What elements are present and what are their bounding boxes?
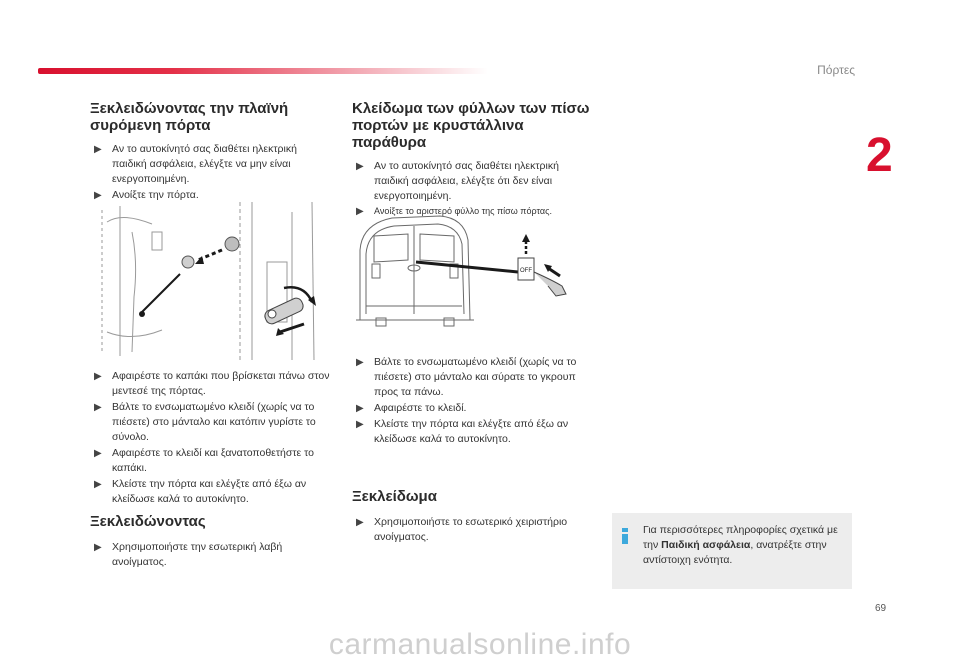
list-item xyxy=(352,515,592,545)
bullet-icon: ▶ xyxy=(94,371,102,382)
left-section-sliding-door xyxy=(90,100,330,204)
list-item xyxy=(352,159,592,204)
right-steps-list xyxy=(352,355,592,447)
bullet-icon: ▶ xyxy=(94,144,102,155)
step-text: Κλείστε την πόρτα και ελέγξτε από έξω αν κλείδωσε καλά το αυτοκίνητο. xyxy=(374,418,569,445)
left-intro-steps xyxy=(90,142,330,203)
locking-title: Ξεκλείδωμα xyxy=(352,488,437,505)
step-text: Αφαιρέστε το κλειδί και ξανατοποθετήστε το καπάκι. xyxy=(112,447,314,474)
list-item xyxy=(90,477,330,507)
list-item xyxy=(352,417,592,447)
step-text: Βάλτε το ενσωματωμένο κλειδί (χωρίς να το πιέσετε) στο μάνταλο και σύρατε το γκρουπ προς τα πάνω. xyxy=(374,356,577,398)
right-section-title: Κλείδωμα των φύλλων των πίσω πορτών με κρυστάλλινα παράθυρα xyxy=(352,100,590,151)
right-section-rear-doors xyxy=(352,100,592,219)
step-text: Αν το αυτοκίνητό σας διαθέτει ηλεκτρική παιδική ασφάλεια, ελέγξτε να μην είναι ενεργοποιημένη. xyxy=(112,143,297,185)
info-icon xyxy=(622,528,628,544)
unlocking-steps xyxy=(90,540,330,570)
list-item xyxy=(90,369,330,399)
list-item xyxy=(352,355,592,400)
list-item xyxy=(90,446,330,476)
header-accent-bar xyxy=(38,68,488,74)
off-label: OFF xyxy=(520,268,532,274)
left-steps-list xyxy=(90,369,330,507)
bullet-icon: ▶ xyxy=(94,402,102,413)
step-text: Χρησιμοποιήστε την εσωτερική λαβή ανοίγματος. xyxy=(112,541,283,568)
bullet-icon: ▶ xyxy=(356,161,364,172)
info-text xyxy=(643,523,849,568)
step-text: Ανοίξτε το αριστερό φύλλο της πίσω πόρτας. xyxy=(374,206,552,216)
step-text: Αφαιρέστε το κλειδί. xyxy=(374,402,467,414)
bullet-icon: ▶ xyxy=(356,357,364,368)
chapter-number: 2 xyxy=(866,129,893,182)
list-item xyxy=(90,142,330,187)
van-rear-doors-illustration xyxy=(352,210,592,328)
step-text: Βάλτε το ενσωματωμένο κλειδί (χωρίς να το πιέσετε) στο μάνταλο και κατόπιν γυρίστε το σύνολο. xyxy=(112,401,316,443)
bullet-icon: ▶ xyxy=(356,419,364,430)
info-text-link: Παιδική ασφάλεια xyxy=(661,539,751,551)
step-text: Αφαιρέστε το καπάκι που βρίσκεται πάνω στον μεντεσέ της πόρτας. xyxy=(112,370,330,397)
bullet-icon: ▶ xyxy=(94,448,102,459)
door-hinge-illustration xyxy=(92,202,332,360)
section-name: Πόρτες xyxy=(817,63,855,77)
bullet-icon: ▶ xyxy=(94,542,102,553)
right-steps-after-figure xyxy=(352,355,592,448)
step-text: Αν το αυτοκίνητό σας διαθέτει ηλεκτρική παιδική ασφάλεια, ελέγξτε ότι δεν είναι ενεργοποιημένη. xyxy=(374,160,559,202)
right-section-locking xyxy=(352,488,592,546)
step-text: Χρησιμοποιήστε το εσωτερικό χειριστήριο ανοίγματος. xyxy=(374,516,568,543)
left-steps-after-figure xyxy=(90,369,330,508)
bullet-icon: ▶ xyxy=(356,403,364,414)
bullet-icon: ▶ xyxy=(94,479,102,490)
locking-steps xyxy=(352,515,592,545)
hinge-cap-icon xyxy=(182,237,239,268)
step-text: Κλείστε την πόρτα και ελέγξτε από έξω αν κλείδωσε καλά το αυτοκίνητο. xyxy=(112,478,307,505)
info-text-before: Για περισσότερες πληροφορίες σχετικά με την xyxy=(643,524,838,551)
bullet-icon: ▶ xyxy=(94,190,102,201)
left-section-title: Ξεκλειδώνοντας την πλαϊνή συρόμενη πόρτα xyxy=(90,100,289,134)
step-text: Ανοίξτε την πόρτα. xyxy=(112,189,199,201)
unlocking-title: Ξεκλειδώνοντας xyxy=(90,513,206,530)
bullet-icon: ▶ xyxy=(356,206,364,217)
list-item xyxy=(90,400,330,445)
bullet-icon: ▶ xyxy=(356,517,364,528)
list-item xyxy=(352,401,592,416)
info-text-after: , ανατρέξτε στην αντίστοιχη ενότητα. xyxy=(643,539,827,566)
list-item xyxy=(90,540,330,570)
left-section-unlocking xyxy=(90,513,330,571)
list-item xyxy=(90,188,330,203)
page-number: 69 xyxy=(875,603,887,614)
key-icon xyxy=(263,296,305,326)
watermark: carmanualsonline.info xyxy=(328,628,632,661)
